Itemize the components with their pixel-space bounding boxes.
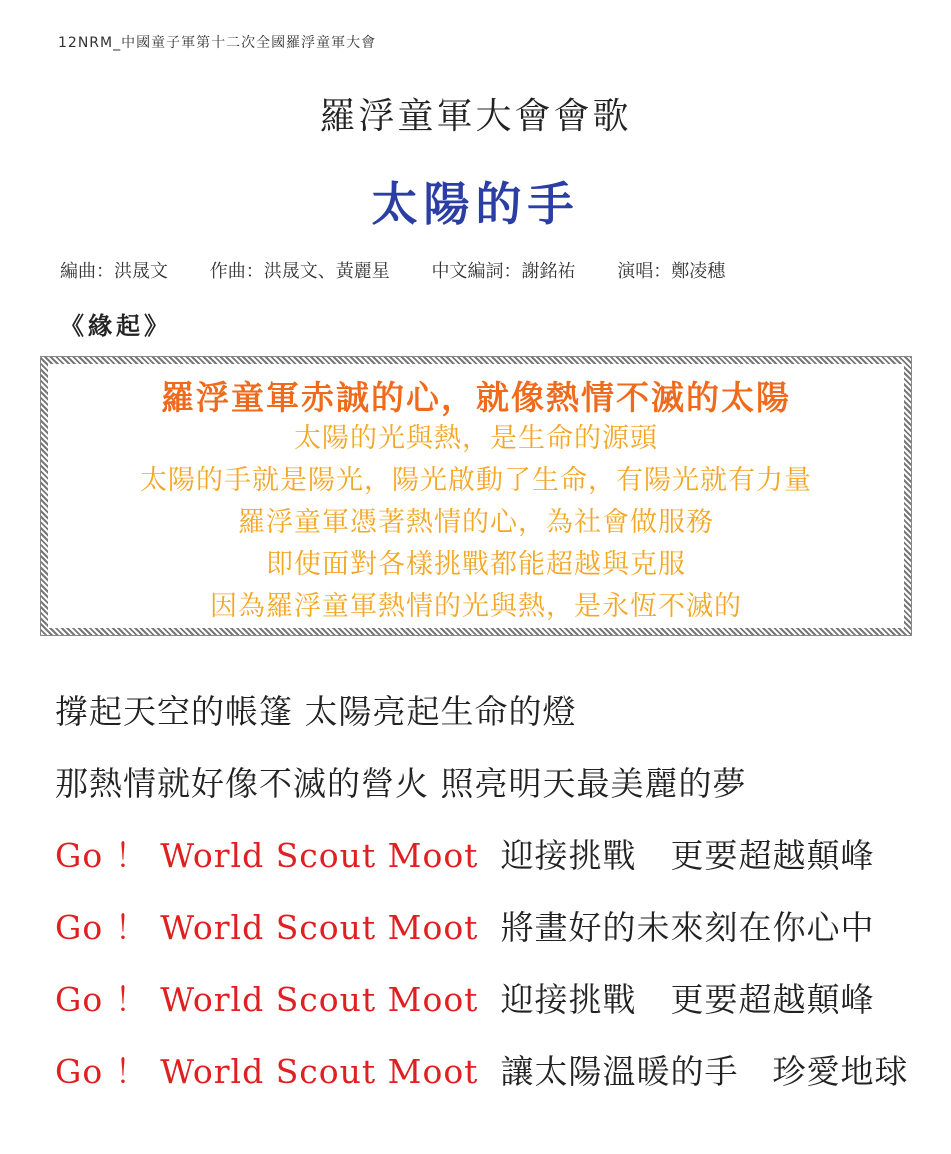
go-phrase: Go ！ World Scout Moot bbox=[55, 980, 479, 1019]
credit-composer: 作曲：洪晟文、黃麗星 bbox=[209, 261, 390, 282]
lyrics bbox=[55, 688, 935, 1120]
origin-line: 因為羅浮童軍熱情的光與熱，是永恆不滅的 bbox=[210, 591, 742, 622]
origin-heading: 《緣起》 bbox=[60, 312, 172, 340]
lyric-go-line bbox=[55, 832, 935, 904]
document-header: 12NRM_中國童子軍第十二次全國羅浮童軍大會 bbox=[58, 35, 377, 51]
origin-box bbox=[40, 356, 912, 636]
origin-line: 太陽的光與熱，是生命的源頭 bbox=[294, 423, 658, 454]
lyric-go-line bbox=[55, 976, 935, 1048]
credits bbox=[60, 257, 761, 283]
lyric-text: 迎接挑戰 更要超越顛峰 bbox=[500, 836, 875, 875]
go-phrase: Go ！ World Scout Moot bbox=[55, 908, 479, 947]
origin-line: 羅浮童軍憑著熱情的心，為社會做服務 bbox=[238, 507, 714, 538]
go-phrase: Go ！ World Scout Moot bbox=[55, 1052, 479, 1091]
lyric-text: 迎接挑戰 更要超越顛峰 bbox=[500, 980, 875, 1019]
song-title: 太陽的手 bbox=[371, 177, 580, 231]
origin-headline: 羅浮童軍赤誠的心，就像熱情不滅的太陽 bbox=[161, 378, 791, 417]
lyric-text: 讓太陽溫暖的手 珍愛地球 bbox=[500, 1052, 909, 1091]
credit-arranger: 編曲：洪晟文 bbox=[60, 261, 168, 282]
credit-lyricist: 中文編詞：謝銘祐 bbox=[431, 261, 576, 282]
lyric-go-line bbox=[55, 1048, 935, 1120]
lyric-text: 將畫好的未來刻在你心中 bbox=[500, 908, 875, 947]
go-phrase: Go ！ World Scout Moot bbox=[55, 836, 479, 875]
lyric-line: 那熱情就好像不滅的營火 照亮明天最美麗的夢 bbox=[55, 764, 747, 803]
origin-line: 即使面對各樣挑戰都能超越與克服 bbox=[266, 549, 686, 580]
origin-line: 太陽的手就是陽光，陽光啟動了生命，有陽光就有力量 bbox=[140, 465, 812, 496]
lyric-go-line bbox=[55, 904, 935, 976]
lyric-line: 撐起天空的帳篷 太陽亮起生命的燈 bbox=[55, 692, 577, 731]
page-title: 羅浮童軍大會會歌 bbox=[319, 96, 632, 137]
credit-singer: 演唱：鄭凌穗 bbox=[617, 261, 726, 282]
